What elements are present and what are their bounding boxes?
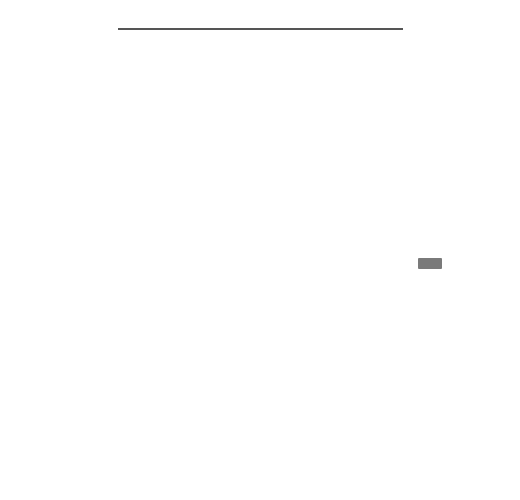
index-side-tab xyxy=(418,258,442,272)
side-tab-label xyxy=(418,258,442,269)
top-entry-list xyxy=(118,28,403,30)
index-content xyxy=(118,28,403,30)
